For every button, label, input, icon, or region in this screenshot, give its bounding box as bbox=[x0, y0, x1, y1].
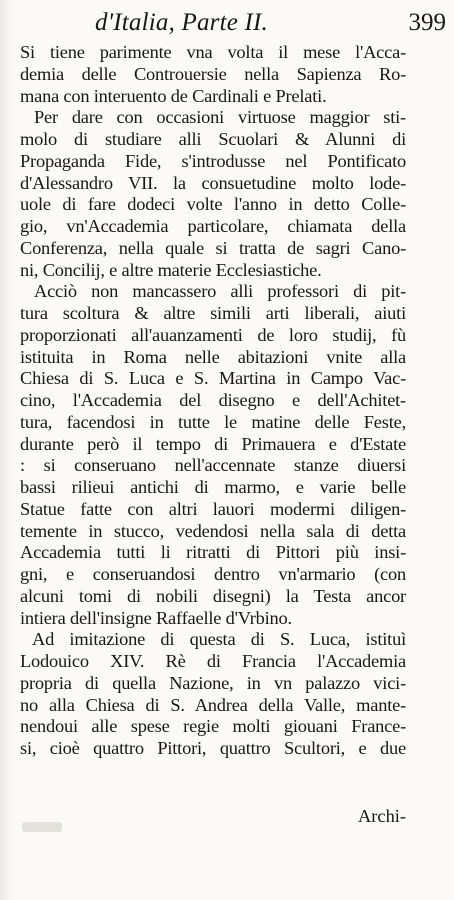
text-line: Si tiene parimente vna volta il mese l'Acca- bbox=[20, 42, 406, 62]
text-line: mana con interuento de Cardinali e Prelati. bbox=[20, 85, 327, 106]
catchword-line bbox=[20, 804, 406, 828]
text-line: durante però il tempo di Primauera e d'Estate bbox=[20, 433, 406, 454]
text-line: cino, l'Accademia del disegno e dell'Achitet- bbox=[20, 390, 406, 410]
text-line: tura scoltura & altre simili arti liberali, aiuti bbox=[20, 303, 406, 323]
text-line: Acciò non mancassero alli professori di pit- bbox=[34, 281, 406, 302]
text-line: Chiesa di S. Luca e S. Martina in Campo Vac- bbox=[20, 368, 406, 389]
text-line: no alla Chiesa di S. Andrea della Valle, mante- bbox=[20, 694, 406, 715]
catchword: Archi- bbox=[358, 806, 406, 826]
text-line: tura, facendosi in tutte le matine delle Feste, bbox=[20, 411, 406, 432]
text-line: demia delle Controuersie nella Sapienza Ro- bbox=[20, 63, 406, 84]
text-line: Ad imitazione di questa di S. Luca, istituì bbox=[32, 629, 406, 650]
text-line: intiera dell'insigne Raffaelle d'Vrbino. bbox=[20, 607, 292, 628]
text-line: Per dare con occasioni virtuose maggior sti- bbox=[34, 107, 406, 128]
text-line: Propaganda Fide, s'introdusse nel Pontificato bbox=[20, 150, 406, 171]
text-line: istituita in Roma nelle abitazioni vnite alla bbox=[20, 346, 406, 367]
text-line: proporzionati all'auanzamenti de loro studij, fù bbox=[20, 324, 406, 345]
text-line: propria di quella Nazione, in vn palazzo vici- bbox=[20, 672, 406, 693]
text-line: Statue fatte con altri lauori modermi diligen- bbox=[20, 498, 406, 519]
text-line: gio, vn'Accademia particolare, chiamata della bbox=[20, 216, 406, 236]
text-line: alcuni tomi di nobili disegni) la Testa ancor bbox=[20, 585, 406, 606]
page-number: 399 bbox=[408, 9, 446, 36]
faint-ink-mark bbox=[22, 822, 62, 832]
body-text bbox=[20, 42, 406, 760]
text-line: temente in stucco, vedendosi nella sala di detta bbox=[20, 520, 406, 541]
text-line: Accademia tutti li ritratti di Pittori più insi- bbox=[20, 542, 406, 563]
text-line: d'Alessandro VII. la consuetudine molto lode- bbox=[20, 172, 406, 193]
text-line: Conferenza, nella quale si tratta de sagri Cano- bbox=[20, 237, 406, 258]
text-line: bassi rilieui antichi di marmo, e varie belle bbox=[20, 477, 406, 497]
text-line: si, cioè quattro Pittori, quattro Scultori, e due bbox=[20, 738, 406, 758]
text-line: molo di studiare alli Scuolari & Alunni di bbox=[20, 129, 406, 149]
text-line: nendoui alle spese regie molti giouani France- bbox=[20, 716, 406, 737]
text-line: gni, e conseruandosi dentro vn'armario (con bbox=[20, 564, 406, 584]
text-line: uole di fare dodeci volte l'anno in detto Colle- bbox=[20, 194, 406, 215]
text-line: : si conseruano nell'accennate stanze diuersi bbox=[20, 455, 406, 476]
text-line: ni, Concilij, e altre materie Ecclesiastiche. bbox=[20, 259, 322, 280]
running-title: d'Italia, Parte II. bbox=[95, 9, 269, 36]
text-line: Lodouico XIV. Rè di Francia l'Accademia bbox=[20, 651, 406, 671]
page-header bbox=[95, 6, 450, 40]
